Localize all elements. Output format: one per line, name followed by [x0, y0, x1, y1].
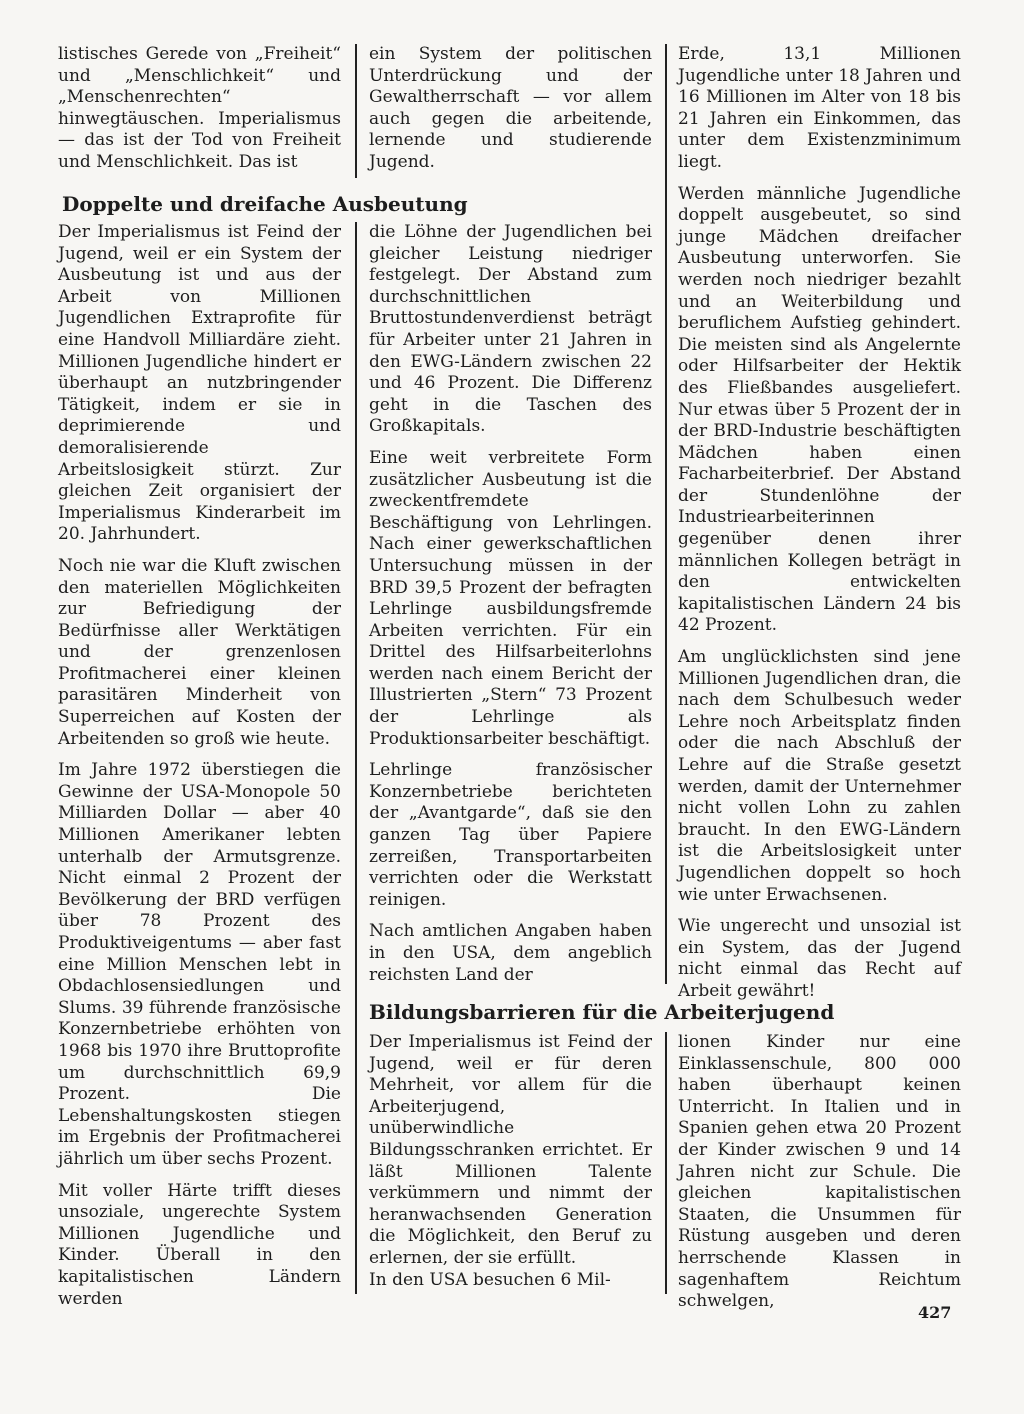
paragraph: In den USA besuchen 6 Mil-: [369, 1269, 611, 1290]
page-number: 427: [918, 1303, 952, 1322]
paragraph: ein System der politischen Unterdrückung und der Gewaltherrschaft — vor allem auch gegen die arbeitende, lernende und studierende Jugend.: [369, 44, 652, 172]
column-3: [678, 44, 961, 1001]
section-heading-exploitation: Doppelte und dreifache Ausbeutung: [62, 192, 468, 216]
column-2-lower: [369, 1032, 652, 1294]
paragraph: Am unglücklichsten sind jene Millionen Jugendlichen dran, die nach dem Schulbesuch weder Lehre noch Arbeitsplatz finden oder die nach Abschluß der Lehre auf die Straße gesetzt werden, damit der Unternehmer nicht vollen Lohn zu zahlen braucht. In den EWG-Ländern ist die Arbeitslosigkeit unter Jugendlichen doppelt so hoch wie unter Erwachsenen.: [678, 647, 961, 905]
paragraph: Lehrlinge französischer Konzernbetriebe berichteten der „Avantgarde“, daß sie den ganzen Tag über Papiere zerreißen, Transportarbeiten verrichten oder die Werkstatt reinigen.: [369, 760, 652, 910]
paragraph: Erde, 13,1 Millionen Jugendliche unter 18 Jahren und 16 Millionen im Alter von 18 bis 21 Jahren ein Einkommen, das unter dem Existenzminimum liegt.: [678, 44, 961, 172]
paragraph: listisches Gerede von „Freiheit“ und „Menschlichkeit“ und „Menschenrechten“ hinwegtäuschen. Imperialismus — das ist der Tod von Freiheit und Menschlichkeit. Das ist: [58, 44, 341, 172]
column-1-top: [58, 44, 341, 178]
paragraph: lionen Kinder nur eine Einklassenschule, 800 000 haben überhaupt keinen Unterricht. In Italien und in Spanien gehen etwa 20 Prozent der Kinder zwischen 9 und 14 Jahren nicht zur Schule. Die gleichen kapitalistischen Staaten, die Unsummen für Rüstung ausgeben und deren herrschende Klassen in sagenhaftem Reichtum schwelgen,: [678, 1032, 961, 1312]
column-3-lower: [678, 1032, 961, 1312]
column-divider: [665, 44, 667, 984]
paragraph: Der Imperialismus ist Feind der Jugend, weil er ein System der Ausbeutung ist und aus der Arbeit von Millionen Jugendlichen Extraprofite für eine Handvoll Milliardäre zieht. Millionen Jugendliche hindert er überhaupt an nutzbringender Tätigkeit, indem er sie in deprimierende und demoralisierende Arbeitslosigkeit stürzt. Zur gleichen Zeit organisiert der Imperialismus Kinderarbeit im 20. Jahrhundert.: [58, 222, 341, 545]
column-2: [369, 222, 652, 984]
paragraph: Im Jahre 1972 überstiegen die Gewinne der USA-Monopole 50 Milliarden Dollar — aber 40 Millionen Amerikaner lebten unterhalb der Armutsgrenze. Nicht einmal 2 Prozent der Bevölkerung der BRD verfügen über 78 Prozent des Produktiveigentums — aber fast eine Million Menschen lebt in Obdachlosensiedlungen und Slums. 39 führende französische Konzernbetriebe erhöhten von 1968 bis 1970 ihre Bruttoprofite um durchschnittlich 69,9 Prozent. Die Lebenshaltungskosten stiegen im Ergebnis der Profitmacherei jährlich um über sechs Prozent.: [58, 760, 341, 1169]
column-divider: [355, 984, 357, 1294]
column-1: [58, 222, 341, 1309]
paragraph: Mit voller Härte trifft dieses unsoziale, ungerechte System Millionen Jugendliche und Kinder. Überall in den kapitalistischen Ländern werden: [58, 1180, 341, 1309]
paragraph: Noch nie war die Kluft zwischen den materiellen Möglichkeiten zur Befriedigung der Bedürfnisse aller Werktätigen und der grenzenlosen Profitmacherei einer kleinen parasitären Minderheit von Superreichen auf Kosten der Arbeitenden so groß wie heute.: [58, 555, 341, 749]
column-2-top: [369, 44, 652, 178]
paragraph: Nach amtlichen Angaben haben in den USA, dem angeblich reichsten Land der: [369, 921, 652, 985]
paragraph: Wie ungerecht und unsozial ist ein System, das der Jugend nicht einmal das Recht auf Arbeit gewährt!: [678, 916, 961, 1001]
paragraph: Eine weit verbreitete Form zusätzlicher Ausbeutung ist die zweckentfremdete Beschäftigung von Lehrlingen. Nach einer gewerkschaftlichen Untersuchung müssen in der BRD 39,5 Prozent der befragten Lehrlinge ausbildungsfremde Arbeiten verrichten. Für ein Drittel des Hilfsarbeiterlohns werden nach einem Bericht der Illustrierten „Stern“ 73 Prozent der Lehrlinge als Produktionsarbeiter beschäftigt.: [369, 447, 652, 749]
paragraph: die Löhne der Jugendlichen bei gleicher Leistung niedriger festgelegt. Der Abstand zum durchschnittlichen Bruttostundenverdienst beträgt für Arbeiter unter 21 Jahren in den EWG-Ländern zwischen 22 und 46 Prozent. Die Differenz geht in die Taschen des Großkapitals.: [369, 222, 652, 437]
column-divider: [355, 44, 357, 178]
section-heading-education: Bildungsbarrieren für die Arbeiterjugend: [369, 1000, 835, 1024]
column-divider: [355, 222, 357, 984]
column-divider: [665, 1032, 667, 1294]
paragraph: Werden männliche Jugendliche doppelt ausgebeutet, so sind junge Mädchen dreifacher Ausbeutung unterworfen. Sie werden noch niedriger bezahlt und an Weiterbildung und beruflichem Aufstieg gehindert. Die meisten sind als Angelernte oder Hilfsarbeiter der Hektik des Fließbandes ausgeliefert. Nur etwas über 5 Prozent der in der BRD-Industrie beschäftigten Mädchen haben einen Facharbeiterbrief. Der Abstand der Stundenlöhne der Industriearbeiterinnen gegenüber denen ihrer männlichen Kollegen beträgt in den entwickelten kapitalistischen Ländern 24 bis 42 Prozent.: [678, 183, 961, 636]
paragraph: Der Imperialismus ist Feind der Jugend, weil er für deren Mehrheit, vor allem für die Arbeiterjugend, unüberwindliche Bildungsschranken errichtet. Er läßt Millionen Talente verkümmern und nimmt der heranwachsenden Generation die Möglichkeit, den Beruf zu erlernen, der sie erfüllt.: [369, 1032, 652, 1268]
